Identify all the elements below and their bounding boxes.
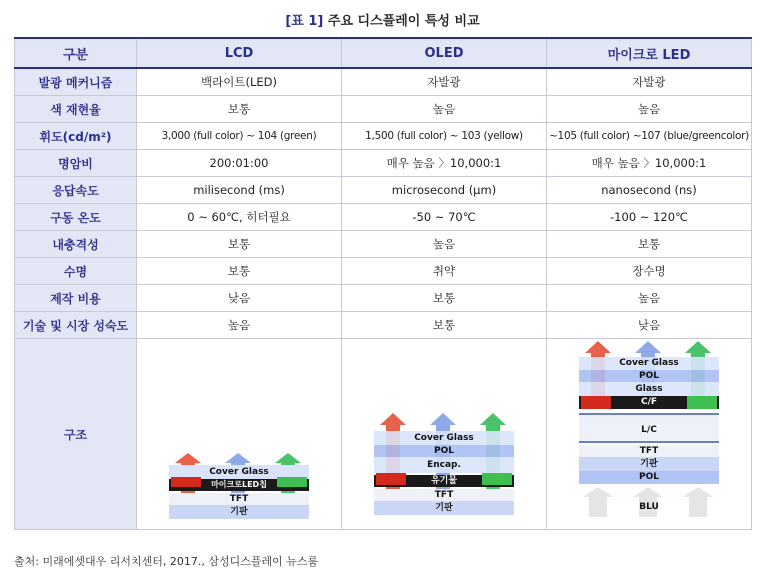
table-row — [15, 123, 752, 150]
table-row — [15, 204, 752, 231]
cell-microled: 높음 — [547, 285, 752, 312]
row-label: 응답속도 — [15, 177, 137, 204]
row-label: 발광 메커니즘 — [15, 68, 137, 96]
header-microled: 마이크로 LED — [547, 38, 752, 68]
lcd-tft: TFT — [169, 493, 309, 505]
row-label: 기술 및 시장 성숙도 — [15, 312, 137, 339]
cell-oled: -50 ~ 70℃ — [342, 204, 547, 231]
table-row — [15, 258, 752, 285]
table-body — [15, 68, 752, 530]
microled-substrate: 기판 — [579, 457, 719, 471]
oled-tft: TFT — [374, 489, 514, 501]
row-label-structure: 구조 — [15, 339, 137, 530]
header-oled: OLED — [342, 38, 547, 68]
cell-oled: 취약 — [342, 258, 547, 285]
table-row — [15, 96, 752, 123]
cell-lcd: 3,000 (full color) ~ 104 (green) — [137, 123, 342, 150]
row-label: 내충격성 — [15, 231, 137, 258]
oled-pol: POL — [374, 445, 514, 457]
cell-lcd: 보통 — [137, 96, 342, 123]
row-label: 색 재현율 — [15, 96, 137, 123]
microled-pol: POL — [579, 370, 719, 382]
cell-lcd: 높음 — [137, 312, 342, 339]
cell-microled: 자발광 — [547, 68, 752, 96]
lcd-structure-diagram — [169, 453, 309, 521]
oled-encap: Encap. — [374, 457, 514, 473]
cell-microled: -100 ~ 120℃ — [547, 204, 752, 231]
cell-lcd: 보통 — [137, 231, 342, 258]
cell-microled: 보통 — [547, 231, 752, 258]
row-label: 수명 — [15, 258, 137, 285]
cell-microled: 낮음 — [547, 312, 752, 339]
cell-microled: 높음 — [547, 96, 752, 123]
microled-structure-diagram — [579, 341, 719, 521]
oled-cover-glass: Cover Glass — [374, 431, 514, 445]
cell-lcd: milisecond (ms) — [137, 177, 342, 204]
row-label: 휘도(cd/m²) — [15, 123, 137, 150]
cell-oled: microsecond (μm) — [342, 177, 547, 204]
cell-lcd: 백라이트(LED) — [137, 68, 342, 96]
header-row — [15, 38, 752, 68]
red-subpixel — [376, 473, 406, 485]
row-label: 제작 비용 — [15, 285, 137, 312]
structure-lcd — [137, 339, 342, 530]
table-row — [15, 231, 752, 258]
table-number: [표 1] — [285, 14, 324, 29]
cell-oled: 자발광 — [342, 68, 547, 96]
microled-tft: TFT — [579, 445, 719, 457]
source-note: 출처: 미래에셋대우 리서치센터, 2017., 삼성디스플레이 뉴스룸 — [14, 555, 319, 568]
cell-microled: ~105 (full color) ~107 (blue/greencolor) — [547, 123, 752, 150]
oled-structure-diagram — [374, 413, 514, 521]
microled-cf: C/F — [579, 396, 719, 409]
row-label: 명암비 — [15, 150, 137, 177]
red-chip — [171, 477, 201, 487]
table-row — [15, 150, 752, 177]
microled-blu: BLU — [639, 502, 659, 512]
cell-lcd: 보통 — [137, 258, 342, 285]
structure-microled — [547, 339, 752, 530]
oled-organic: 유기물 — [374, 475, 514, 487]
cell-oled: 높음 — [342, 231, 547, 258]
cell-microled: 장수명 — [547, 258, 752, 285]
microled-glass: Glass — [579, 382, 719, 396]
red-filter — [581, 396, 611, 409]
lcd-cover-glass: Cover Glass — [169, 465, 309, 479]
green-subpixel — [482, 473, 512, 485]
table-title — [0, 10, 765, 29]
cell-lcd: 낮음 — [137, 285, 342, 312]
microled-lc: L/C — [579, 413, 719, 443]
oled-substrate: 기판 — [374, 501, 514, 515]
cell-lcd: 200:01:00 — [137, 150, 342, 177]
lcd-chip-layer: 마이크로LED칩 — [169, 479, 309, 491]
cell-oled: 매우 높음 〉10,000:1 — [342, 150, 547, 177]
table-row — [15, 312, 752, 339]
cell-lcd: 0 ~ 60℃, 히터필요 — [137, 204, 342, 231]
structure-row — [15, 339, 752, 530]
header-lcd: LCD — [137, 38, 342, 68]
comparison-table — [14, 37, 752, 530]
green-filter — [687, 396, 717, 409]
table-row — [15, 177, 752, 204]
lcd-substrate: 기판 — [169, 505, 309, 519]
header-category: 구분 — [15, 38, 137, 68]
cell-oled: 보통 — [342, 312, 547, 339]
cell-oled: 1,500 (full color) ~ 103 (yellow) — [342, 123, 547, 150]
cell-microled: 매우 높음 〉10,000:1 — [547, 150, 752, 177]
cell-oled: 높음 — [342, 96, 547, 123]
structure-oled — [342, 339, 547, 530]
table-row — [15, 68, 752, 96]
table-title-text: 주요 디스플레이 특성 비교 — [327, 14, 480, 29]
cell-microled: nanosecond (ns) — [547, 177, 752, 204]
microled-pol-lower: POL — [579, 471, 719, 484]
row-label: 구동 온도 — [15, 204, 137, 231]
microled-cover-glass: Cover Glass — [579, 357, 719, 370]
cell-oled: 보통 — [342, 285, 547, 312]
table-row — [15, 285, 752, 312]
green-chip — [277, 477, 307, 487]
